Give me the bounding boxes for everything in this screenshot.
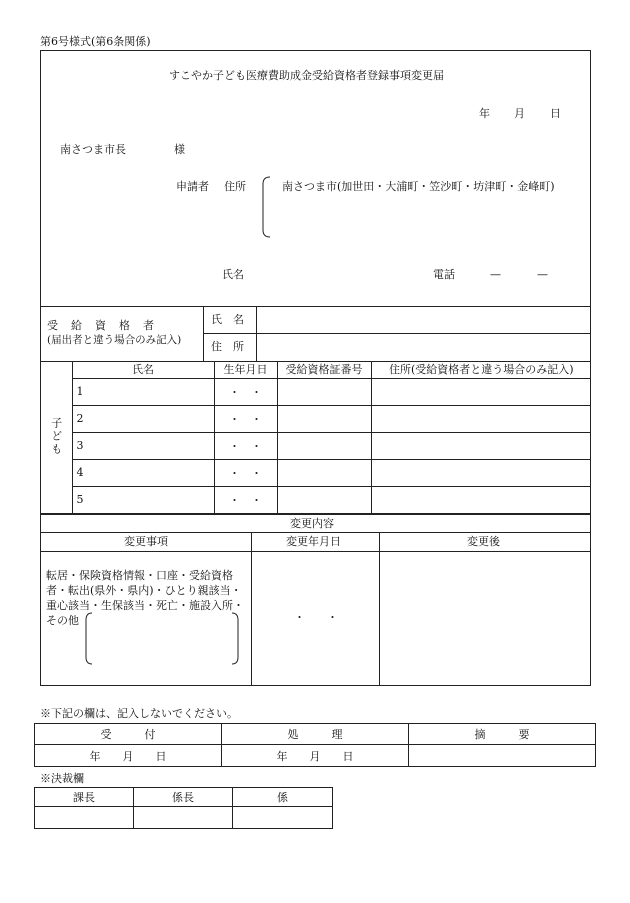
phone-separator-1: —	[490, 268, 501, 281]
child-header-cert-number: 受給資格証番号	[277, 361, 371, 378]
mayor-label: 南さつま市長	[60, 143, 126, 156]
child-row-number: 5	[72, 486, 214, 513]
child-cert-cell[interactable]	[277, 486, 371, 513]
applicant-label: 申請者	[176, 180, 209, 193]
applicant-address-value: 南さつま市(加世田・大浦町・笠沙町・坊津町・金峰町)	[282, 180, 555, 193]
child-cert-cell[interactable]	[277, 432, 371, 459]
child-birthdate-dots: ・ ・	[214, 432, 277, 459]
change-header-date: 変更年月日	[286, 535, 341, 548]
office-note: ※下記の欄は、記入しないでください。	[40, 707, 238, 720]
approval-header-staff: 係	[233, 788, 333, 807]
approval-stamp-cell	[134, 807, 233, 829]
approval-stamp-cell	[233, 807, 333, 829]
child-row-number: 2	[72, 405, 214, 432]
phone-label: 電話	[433, 268, 455, 281]
form-title: すこやか子ども医療費助成金受給資格者登録事項変更届	[169, 69, 444, 82]
address-bracket	[260, 176, 272, 238]
recipient-name-label: 氏 名	[211, 313, 244, 326]
approval-label: ※決裁欄	[40, 772, 84, 785]
child-cert-cell[interactable]	[277, 405, 371, 432]
recipient-address-label: 住 所	[211, 340, 244, 353]
office-received-date: 年 月 日	[35, 745, 222, 767]
office-header-processed: 処 理	[222, 724, 409, 745]
change-header-after: 変更後	[467, 535, 500, 548]
office-header-summary: 摘 要	[409, 724, 596, 745]
date-month-label: 月	[514, 107, 525, 120]
child-cert-cell[interactable]	[277, 459, 371, 486]
child-address-cell[interactable]	[371, 486, 591, 513]
form-number: 第6号様式(第6条関係)	[40, 35, 151, 48]
applicant-address-label: 住所	[224, 180, 246, 193]
child-birthdate-dots: ・ ・	[214, 486, 277, 513]
child-row-number: 1	[72, 378, 214, 405]
change-date-dots: ・ ・	[294, 611, 338, 624]
recipient-note: (届出者と違う場合のみ記入)	[47, 334, 182, 346]
office-table	[34, 723, 596, 767]
change-header-item: 変更事項	[124, 535, 168, 548]
child-row-number: 3	[72, 432, 214, 459]
child-cert-cell[interactable]	[277, 378, 371, 405]
children-side-label: 子ども	[49, 417, 63, 457]
honorific-label: 様	[174, 143, 185, 156]
phone-separator-2: —	[537, 268, 548, 281]
date-year-label: 年	[479, 107, 490, 120]
date-day-label: 日	[550, 107, 561, 120]
child-birthdate-dots: ・ ・	[214, 405, 277, 432]
change-items-text: 転居・保険資格情報・口座・受給資格者・転出(県外・県内)・ひとり親該当・重心該当・生保該当・死亡・施設入所・その他	[46, 569, 244, 627]
child-birthdate-dots: ・ ・	[214, 378, 277, 405]
child-header-address: 住所(受給資格者と違う場合のみ記入)	[371, 361, 591, 378]
recipient-label: 受 給 資 格 者	[47, 319, 155, 332]
office-header-received: 受 付	[35, 724, 222, 745]
child-address-cell[interactable]	[371, 378, 591, 405]
child-header-birthdate: 生年月日	[214, 361, 277, 378]
child-row-number: 4	[72, 459, 214, 486]
other-bracket	[84, 612, 242, 666]
office-processed-date: 年 月 日	[222, 745, 409, 767]
approval-table	[34, 787, 333, 829]
approval-header-section-chief: 課長	[35, 788, 134, 807]
child-header-name: 氏名	[72, 361, 214, 378]
office-summary-cell	[409, 745, 596, 767]
changes-title: 変更内容	[290, 517, 334, 530]
approval-header-subsection-chief: 係長	[134, 788, 233, 807]
child-address-cell[interactable]	[371, 459, 591, 486]
approval-stamp-cell	[35, 807, 134, 829]
children-table	[40, 361, 591, 514]
applicant-name-label: 氏名	[222, 268, 244, 281]
child-birthdate-dots: ・ ・	[214, 459, 277, 486]
child-address-cell[interactable]	[371, 405, 591, 432]
child-address-cell[interactable]	[371, 432, 591, 459]
